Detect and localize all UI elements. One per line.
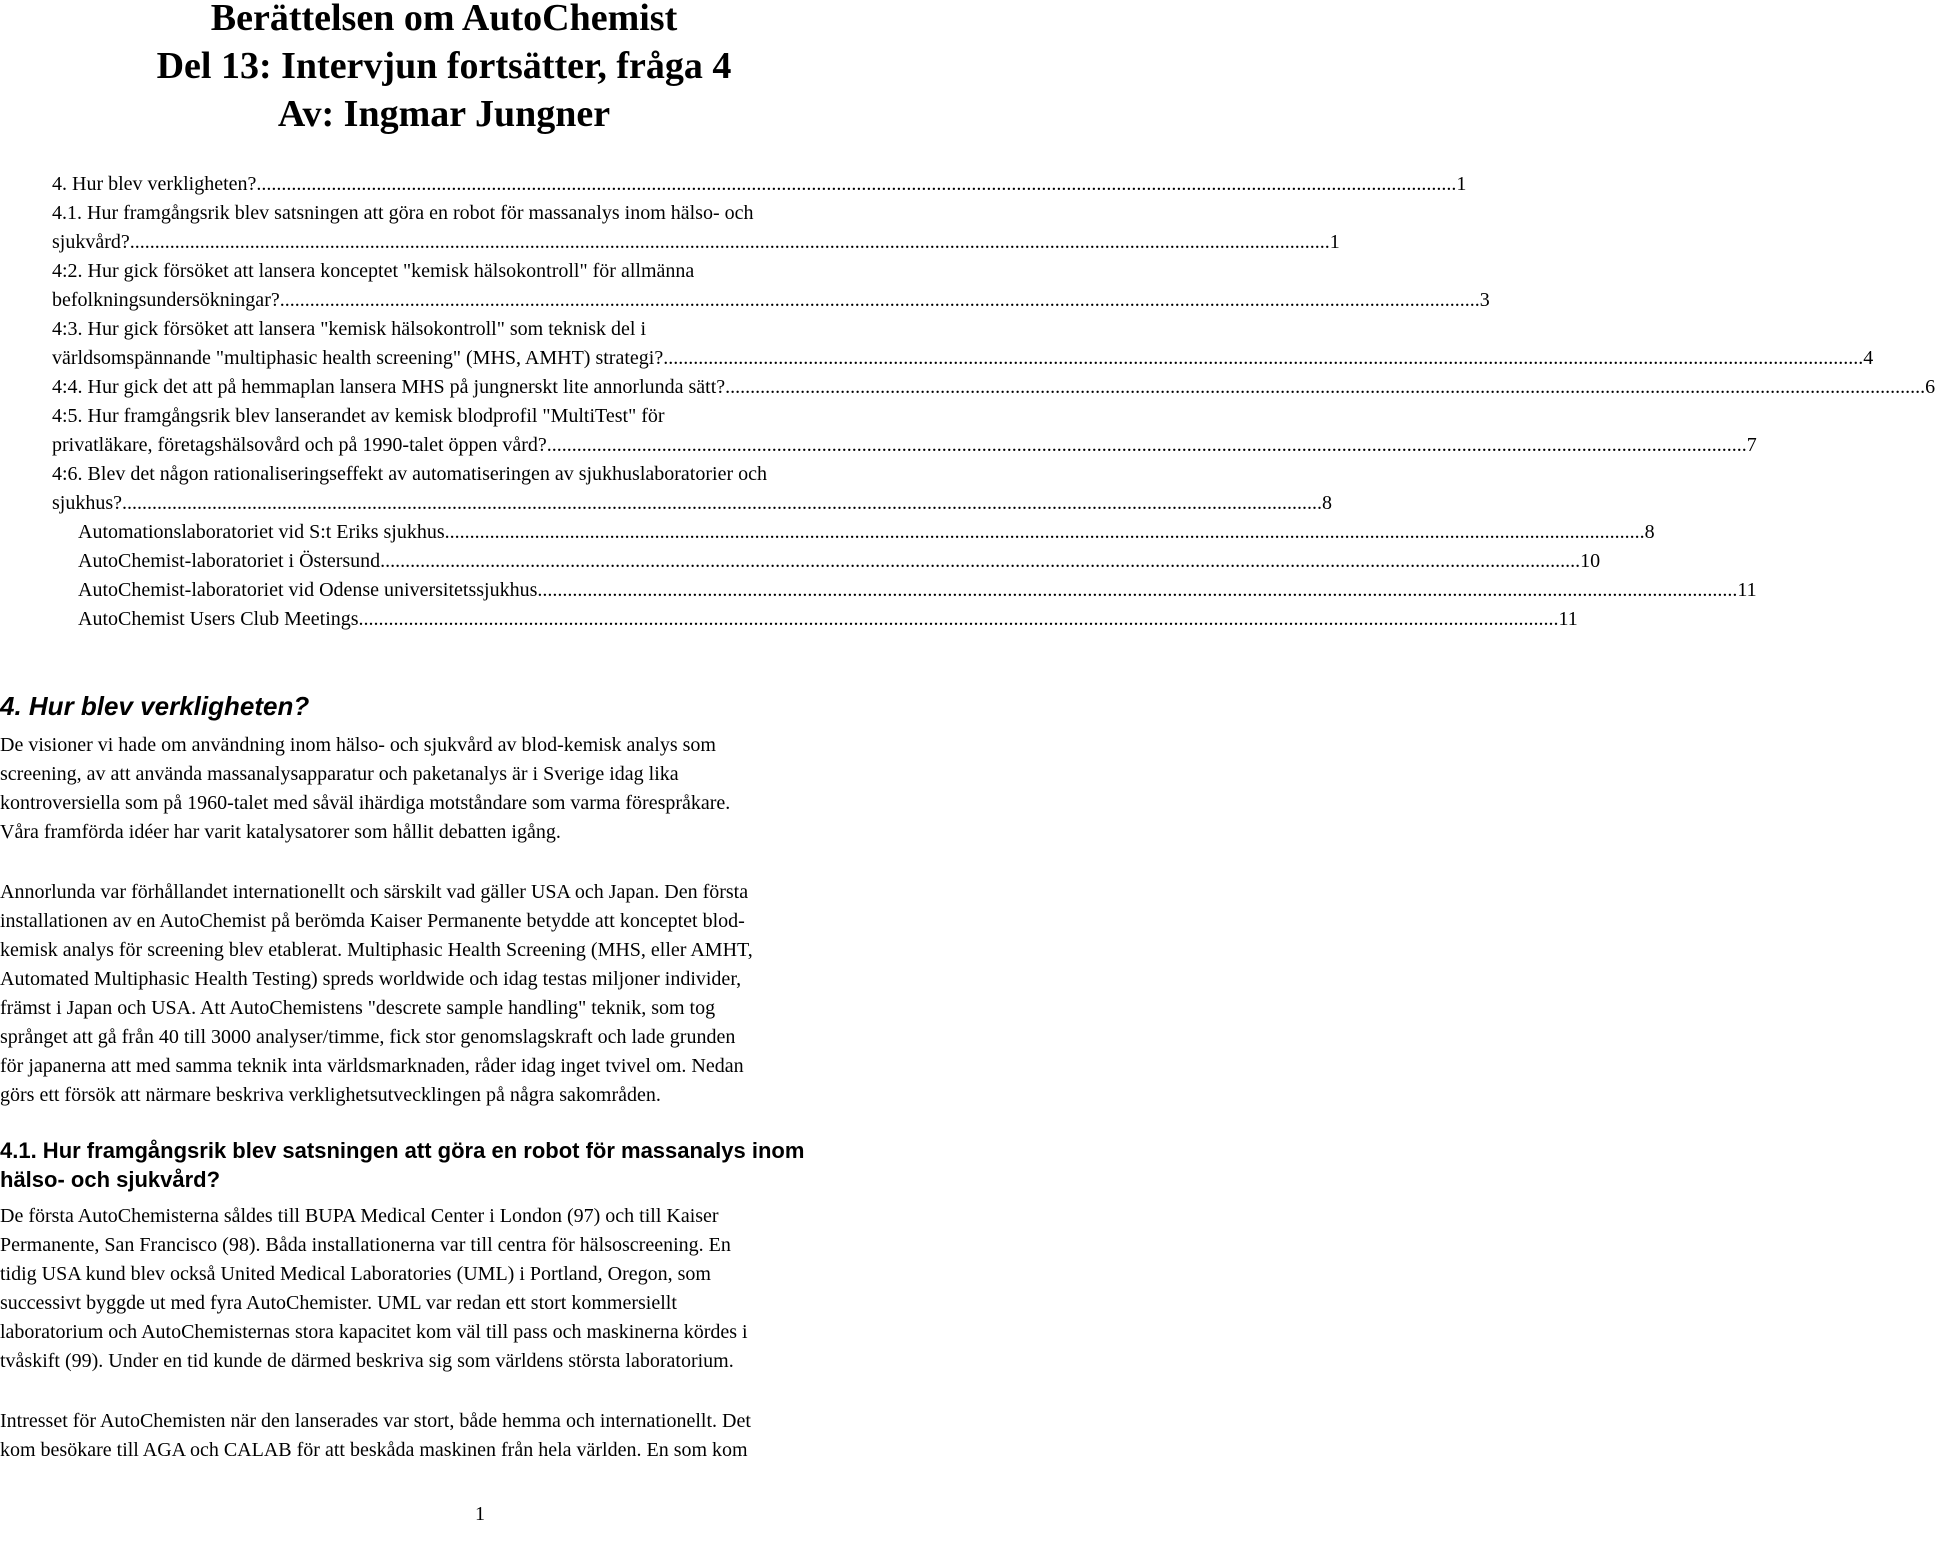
document-title-line2: Del 13: Intervjun fortsätter, fråga 4 [156, 45, 732, 87]
toc-entry[interactable]: världsomspännande "multiphasic health screening" (MHS, AMHT) strategi? ..... 4 [52, 346, 964, 370]
text-line: screening, av att använda massanalysapparatur och paketanalys är i Sverige idag lika [0, 763, 679, 785]
text-line: De visioner vi hade om användning inom hälso- och sjukvård av blod-kemisk analys som [0, 734, 716, 756]
text-line: främst i Japan och USA. Att AutoChemistens "descrete sample handling" teknik, som tog [0, 997, 716, 1019]
text-line: Annorlunda var förhållandet internationellt och särskilt vad gäller USA och Japan. Den första [0, 881, 749, 903]
text-line: kontroversiella som på 1960-talet med såväl ihärdiga motståndare som varma förespråkare. [0, 792, 731, 814]
toc-subentry[interactable]: AutoChemist-laboratoriet i Östersund ..... 10 [78, 549, 964, 573]
text-line: kom besökare till AGA och CALAB för att beskåda maskinen från hela världen. En som kom [0, 1439, 748, 1461]
text-line: språnget att gå från 40 till 3000 analyser/timme, fick stor genomslagskraft och lade grunden [0, 1026, 736, 1048]
text-line: tidig USA kund blev också United Medical Laboratories (UML) i Portland, Oregon, som [0, 1263, 711, 1285]
toc-entry-line[interactable]: 4:6. Blev det någon rationaliseringseffekt av automatiseringen av sjukhuslaboratorier och [52, 463, 767, 485]
toc-entry-line[interactable]: 4.1. Hur framgångsrik blev satsningen att göra en robot för massanalys inom hälso- och [52, 202, 754, 224]
document-title-line1: Berättelsen om AutoChemist [210, 0, 678, 39]
toc-subentry[interactable]: AutoChemist-laboratoriet vid Odense universitetssjukhus ..... 11 [78, 578, 964, 602]
toc-entry[interactable]: befolkningsundersökningar? ..... 3 [52, 288, 964, 312]
text-line: Automated Multiphasic Health Testing) spreds worldwide och idag testas miljoner individer, [0, 968, 742, 990]
text-line: kemisk analys för screening blev etablerat. Multiphasic Health Screening (MHS, eller AMHT, [0, 939, 753, 961]
toc-entry[interactable]: privatläkare, företagshälsovård och på 1990-talet öppen vård? ..... 7 [52, 433, 964, 457]
toc-entry[interactable]: sjukvård? ..... 1 [52, 230, 964, 254]
text-line: görs ett försök att närmare beskriva verklighetsutvecklingen på några sakområden. [0, 1084, 661, 1106]
toc-subentry[interactable]: AutoChemist Users Club Meetings ..... 11 [78, 607, 964, 631]
text-line: Intresset för AutoChemisten när den lanserades var stort, både hemma och internationellt. Det [0, 1410, 751, 1432]
subsection-heading-line1: 4.1. Hur framgångsrik blev satsningen att göra en robot för massanalys inom [0, 1138, 805, 1163]
text-line: successivt byggde ut med fyra AutoChemister. UML var redan ett stort kommersiellt [0, 1292, 677, 1314]
subsection-heading-line2: hälso- och sjukvård? [0, 1167, 221, 1192]
toc-entry[interactable]: 4:4. Hur gick det att på hemmaplan lansera MHS på jungnerskt lite annorlunda sätt? ..... 6 [52, 375, 964, 399]
text-line: Våra framförda idéer har varit katalysatorer som hållit debatten igång. [0, 821, 561, 843]
text-line: Permanente, San Francisco (98). Båda installationerna var till centra för hälsoscreening. En [0, 1234, 731, 1256]
toc-entry-line[interactable]: 4:5. Hur framgångsrik blev lanserandet av kemisk blodprofil "MultiTest" för [52, 405, 665, 427]
page-number: 1 [475, 1503, 485, 1525]
toc-entry[interactable]: sjukhus? ..... 8 [52, 491, 964, 515]
toc-entry-line[interactable]: 4:2. Hur gick försöket att lansera konceptet "kemisk hälsokontroll" för allmänna [52, 260, 695, 282]
toc-entry-line[interactable]: 4:3. Hur gick försöket att lansera "kemisk hälsokontroll" som teknisk del i [52, 318, 647, 340]
text-line: tvåskift (99). Under en tid kunde de därmed beskriva sig som världens största laboratorium. [0, 1350, 734, 1372]
toc-entry[interactable]: 4. Hur blev verkligheten? ..... 1 [52, 172, 964, 196]
toc-subentry[interactable]: Automationslaboratoriet vid S:t Eriks sjukhus ..... 8 [78, 520, 964, 544]
document-author-line: Av: Ingmar Jungner [277, 93, 611, 135]
text-line: De första AutoChemisterna såldes till BUPA Medical Center i London (97) och till Kaiser [0, 1205, 719, 1227]
section-heading: 4. Hur blev verkligheten? [0, 691, 310, 721]
text-line: installationen av en AutoChemist på berömda Kaiser Permanente betydde att konceptet blod- [0, 910, 745, 932]
text-line: laboratorium och AutoChemisternas stora kapacitet kom väl till pass och maskinerna kördes i [0, 1321, 748, 1343]
text-line: för japanerna att med samma teknik inta världsmarknaden, råder idag inget tvivel om. Nedan [0, 1055, 744, 1077]
